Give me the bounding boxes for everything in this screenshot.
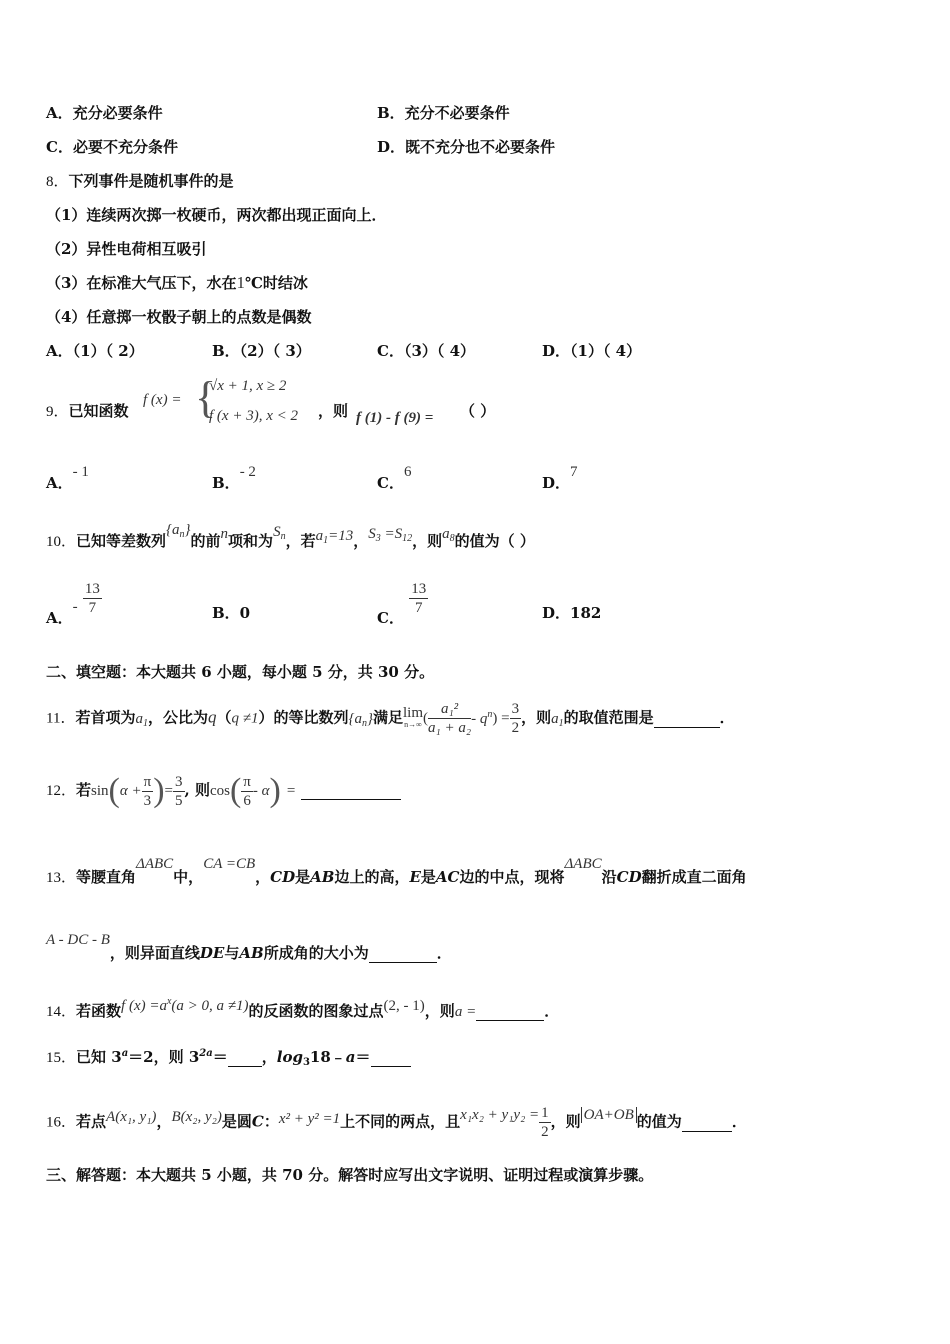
q12-answer-blank[interactable] xyxy=(301,781,401,800)
q9-option-a: A．- 1 xyxy=(46,464,89,492)
q9-fx: f (x) = xyxy=(143,392,182,408)
q9-case-1: √x + 1, x ≥ 2 xyxy=(209,378,287,394)
q13-answer-blank[interactable] xyxy=(369,944,437,963)
section-heading-fill-in: 二、填空题：本大题共 6 小题，每小题 5 分，共 30 分。 xyxy=(46,663,435,681)
q14-stem: 14．若函数f $(x) =a^x(a > 0$, a ≠1)的反函数的图象过点(2, - 1)，则a = ． xyxy=(46,996,560,1020)
brace-icon: { xyxy=(195,373,217,422)
q11-stem: 11．若首项为$a_1$，公比为q（q ≠1）的等比数列$\{a_n\}$满足 lim n→∞ ( $\frac{\text{a₁²}}{\text{a₁ + a₂}}$ - $q^n$) = $\frac{3}{2}$ ，则$a_1$的取值范围是 ． xyxy=(46,701,735,736)
q9-option-b: B．- 2 xyxy=(212,464,256,492)
q10-option-a: A．- $\frac{13}{7}$ xyxy=(46,581,100,627)
q9-answer-paren: （ ） xyxy=(460,402,496,420)
q16-answer-blank[interactable] xyxy=(682,1113,732,1132)
q8-item-3-rest: ℃时结冰 xyxy=(244,274,308,292)
q10-option-b: B．0 xyxy=(212,604,251,622)
q9-option-d: D．7 xyxy=(542,464,578,492)
q8-option-a: A．（1）（ 2） xyxy=(46,342,144,360)
q10-option-c: C． $\frac{13}{7}$ xyxy=(377,581,427,627)
q16-stem: 16．若点A(x₁, y₁)，B(x₂, y₂)是圆C：x² + y² =1上不同的两点，且x₁x₂ + y₁y₂ = $\frac{1}{2}$ ，则 OA+OB 的值为 ． xyxy=(46,1105,747,1140)
q7-option-c: C．必要不充分条件 xyxy=(46,138,178,156)
q8-option-d: D．（1）（ 4） xyxy=(542,342,642,360)
q9-then: ，则 xyxy=(318,402,349,420)
q9-stem xyxy=(46,400,129,421)
question-number: 8． xyxy=(46,174,69,190)
q8-item-1: （1）连续两次掷一枚硬币，两次都出现正面向上． xyxy=(46,206,387,224)
q15-stem: 15．已知 $3^a=2$，则 $3^{2a}=$ ，$\log_318﹣a=$ xyxy=(46,1046,411,1068)
q12-stem: 12．若sin(α + $\frac{\pi}{3}$ )= $\frac{3}{5}$ , 则cos( $\frac{\pi}{6}$ - α) = xyxy=(46,772,401,810)
q8-stem xyxy=(46,170,234,191)
q13-stem-line1: 13．等腰直角ΔABC中，CA =CB，CD是AB边上的高，E是AC边的中点，现将ΔABC沿CD翻折成直二面角 xyxy=(46,856,747,886)
q9-expression: f (1) - f (9) = xyxy=(356,410,434,426)
q8-item-2: （2）异性电荷相互吸引 xyxy=(46,240,207,258)
temperature-value: 1 xyxy=(236,273,245,292)
question-number: 9． xyxy=(46,404,69,420)
q7-option-d: D．既不充分也不必要条件 xyxy=(377,138,556,156)
q8-item-4: （4）任意掷一枚骰子朝上的点数是偶数 xyxy=(46,308,312,326)
q8-stem-text: 下列事件是随机事件的是 xyxy=(68,172,234,190)
q15-answer-blank-1[interactable] xyxy=(228,1048,262,1067)
q7-option-b: B．充分不必要条件 xyxy=(377,104,510,122)
q8-item-3-text: （3）在标准大气压下，水在 xyxy=(46,274,237,292)
q7-option-a: A．充分必要条件 xyxy=(46,104,163,122)
q8-option-b: B．（2）（ 3） xyxy=(212,342,311,360)
q8-option-c: C．（3）（ 4） xyxy=(377,342,476,360)
q10-option-d: D．182 xyxy=(542,604,602,622)
q11-answer-blank[interactable] xyxy=(654,709,720,728)
q8-item-3 xyxy=(46,272,308,293)
q9-case-2: f (x + 3), x < 2 xyxy=(209,408,298,424)
section-heading-solutions: 三、解答题：本大题共 5 小题，共 70 分。解答时应写出文字说明、证明过程或演算步骤。 xyxy=(46,1166,654,1184)
q9-stem-text: 已知函数 xyxy=(68,402,129,420)
q9-option-c: C．6 xyxy=(377,464,412,492)
q13-stem-line2: A - DC - B，则异面直线DE与AB所成角的大小为 ． xyxy=(46,932,452,962)
q14-answer-blank[interactable] xyxy=(476,1002,544,1021)
q10-stem: 10．已知等差数列$\{a_n\}$的前n项和为$S_n$，若$a_1=13$，$S_3 =S_{12}$，则$a_8$的值为（ ） xyxy=(46,522,535,550)
q15-answer-blank-2[interactable] xyxy=(371,1048,411,1067)
